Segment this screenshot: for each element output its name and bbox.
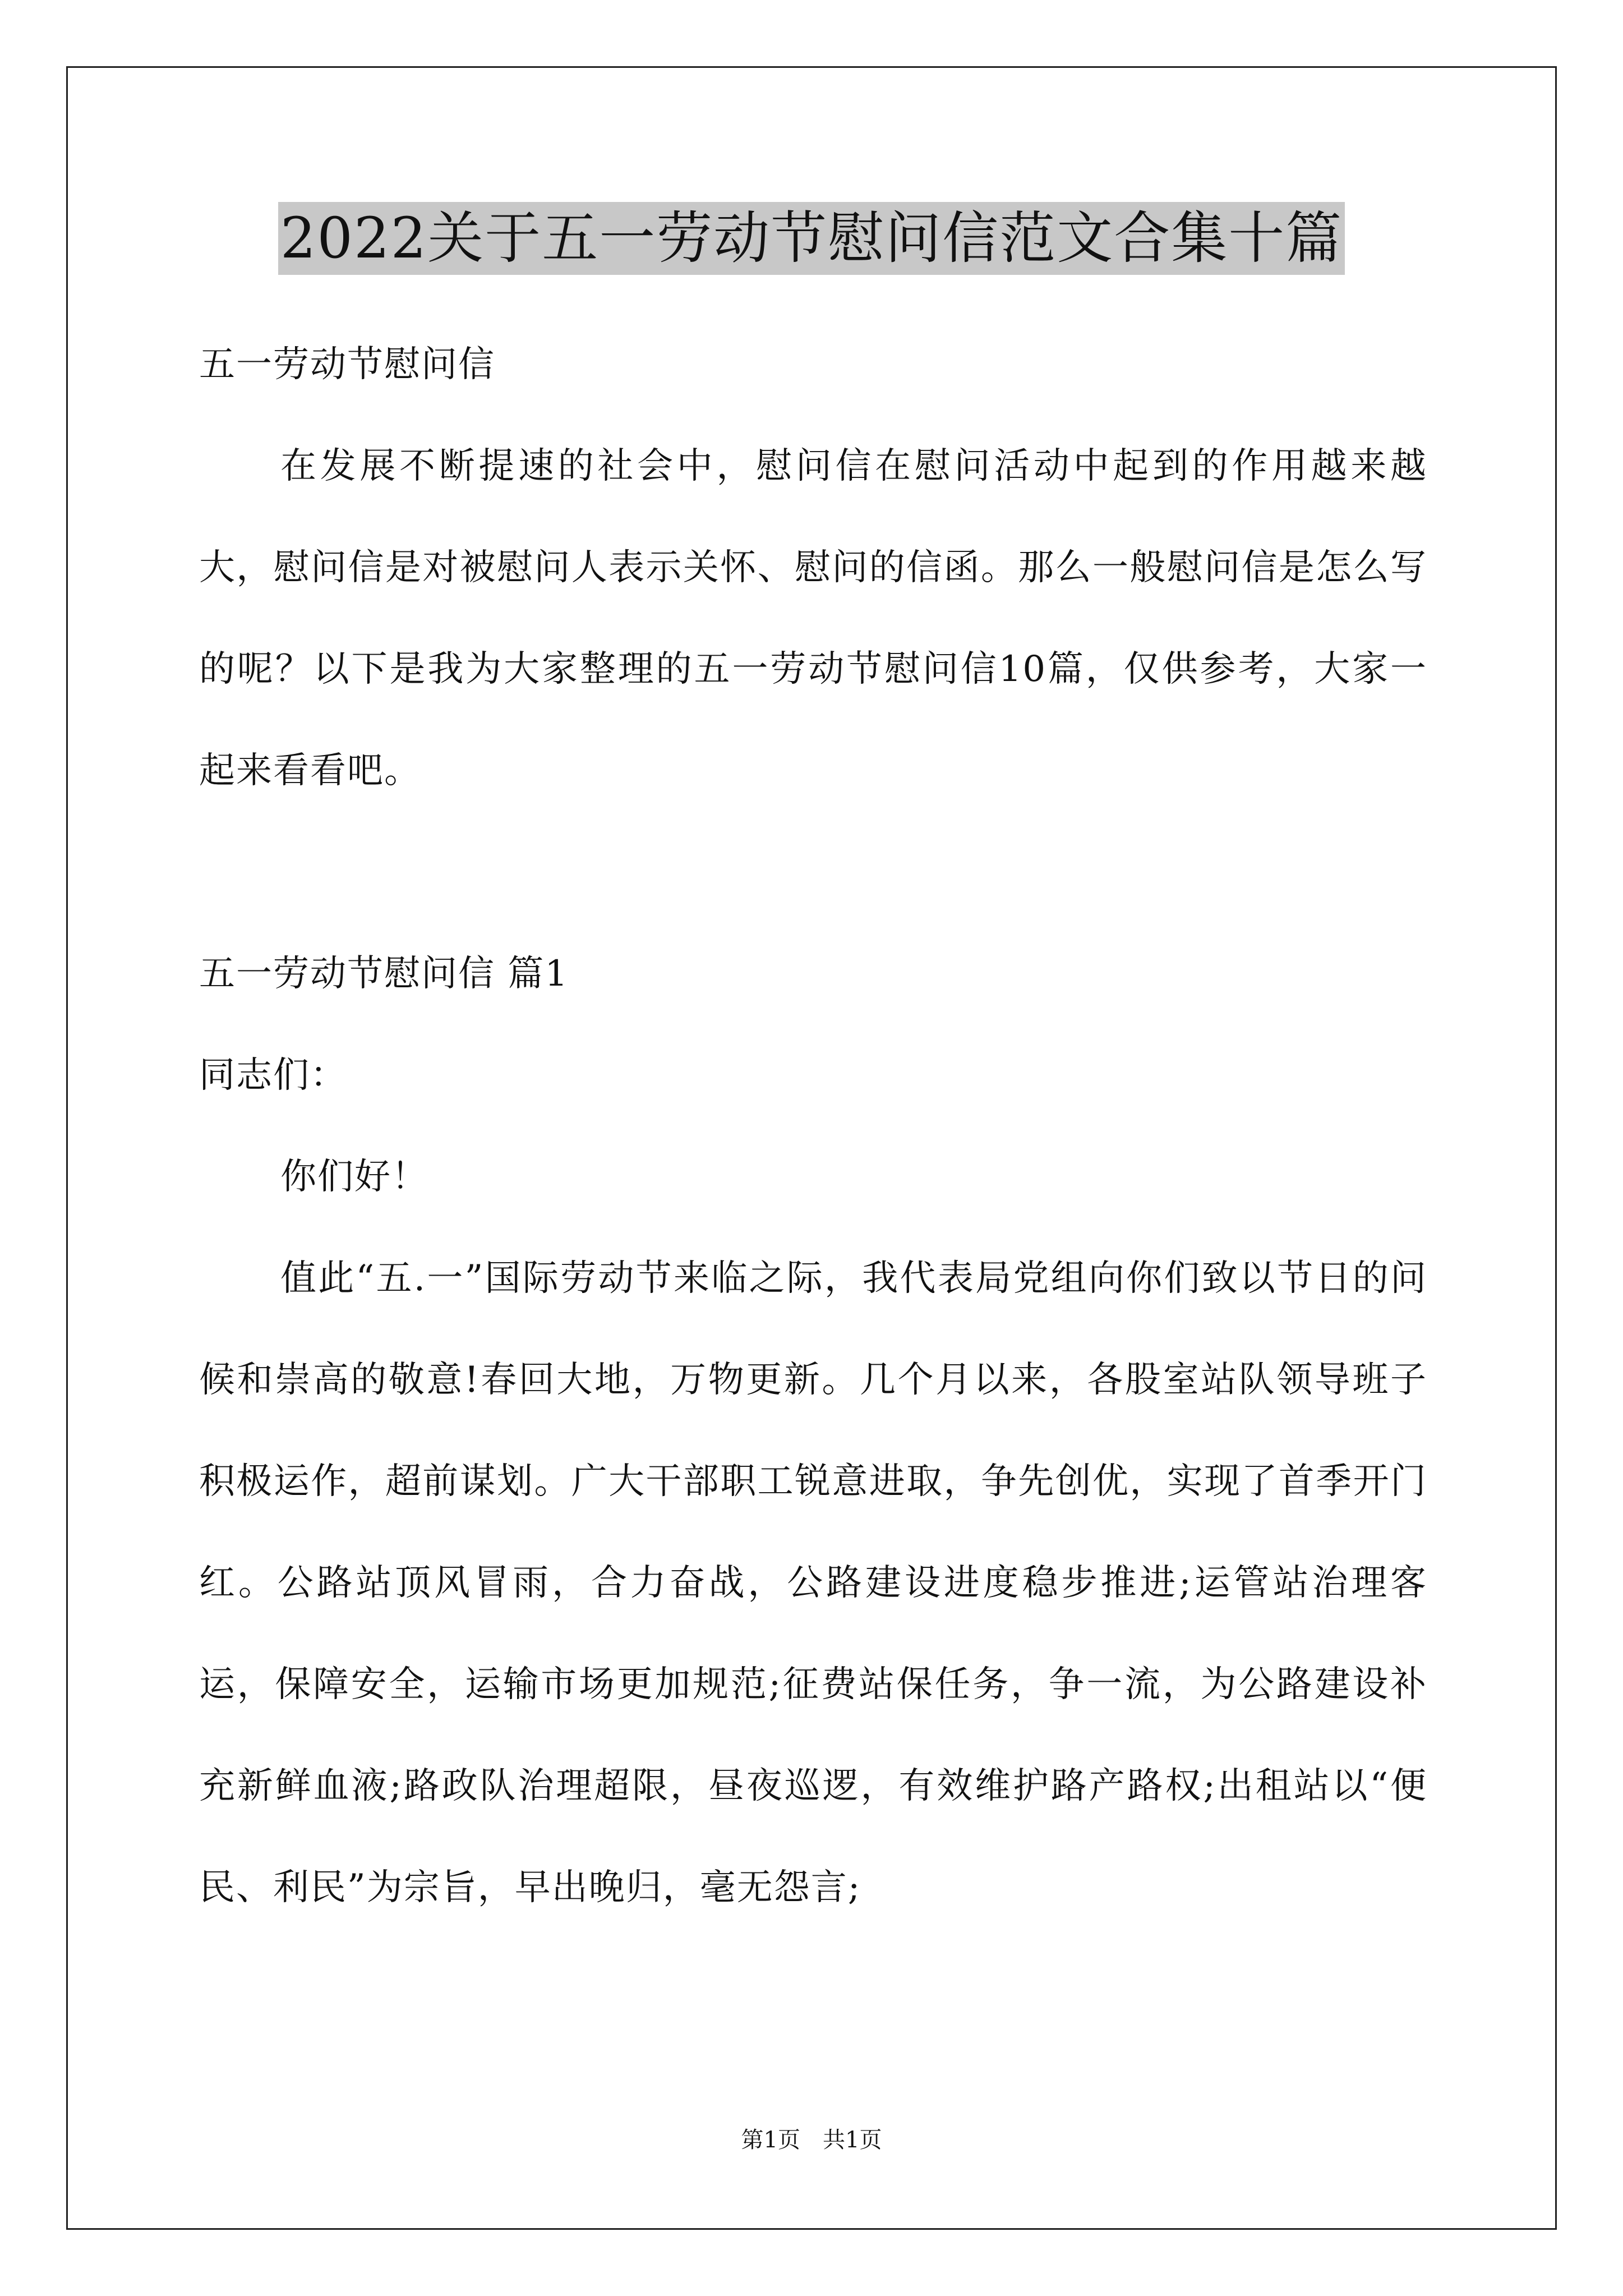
intro-paragraph: 在发展不断提速的社会中，慰问信在慰问活动中起到的作用越来越大，慰问信是对被慰问人表示关怀、慰问的信函。那么一般慰问信是怎么写的呢？以下是我为大家整理的五一劳动节慰问信10篇，仅供参考，大家一起来看看吧。: [199, 445, 1427, 792]
document-body: [199, 314, 1427, 1939]
body-paragraph: 值此“五.一”国际劳动节来临之际，我代表局党组向你们致以节日的问候和崇高的敬意!春回大地，万物更新。几个月以来，各股室站队领导班子积极运作，超前谋划。广大干部职工锐意进取，争先创优，实现了首季开门红。公路站顶风冒雨，合力奋战，公路建设进度稳步推进;运管站治理客运，保障安全，运输市场更加规范;征费站保任务，争一流，为公路建设补充新鲜血液;路政队治理超限，昼夜巡逻，有效维护路产路权;出租站以“便民、利民”为宗旨，早出晚归，毫无怨言;: [199, 1258, 1427, 1908]
article-heading: 五一劳动节慰问信 篇1: [199, 953, 569, 995]
title-area: [0, 202, 1623, 275]
document-title: 2022关于五一劳动节慰问信范文合集十篇: [278, 202, 1345, 275]
page-footer: 第1页 共1页: [741, 2127, 882, 2153]
greeting: 你们好！: [280, 1156, 428, 1198]
paragraph-gap: [199, 822, 1427, 923]
salutation: 同志们：: [199, 1055, 347, 1096]
section-heading: 五一劳动节慰问信: [199, 344, 495, 385]
